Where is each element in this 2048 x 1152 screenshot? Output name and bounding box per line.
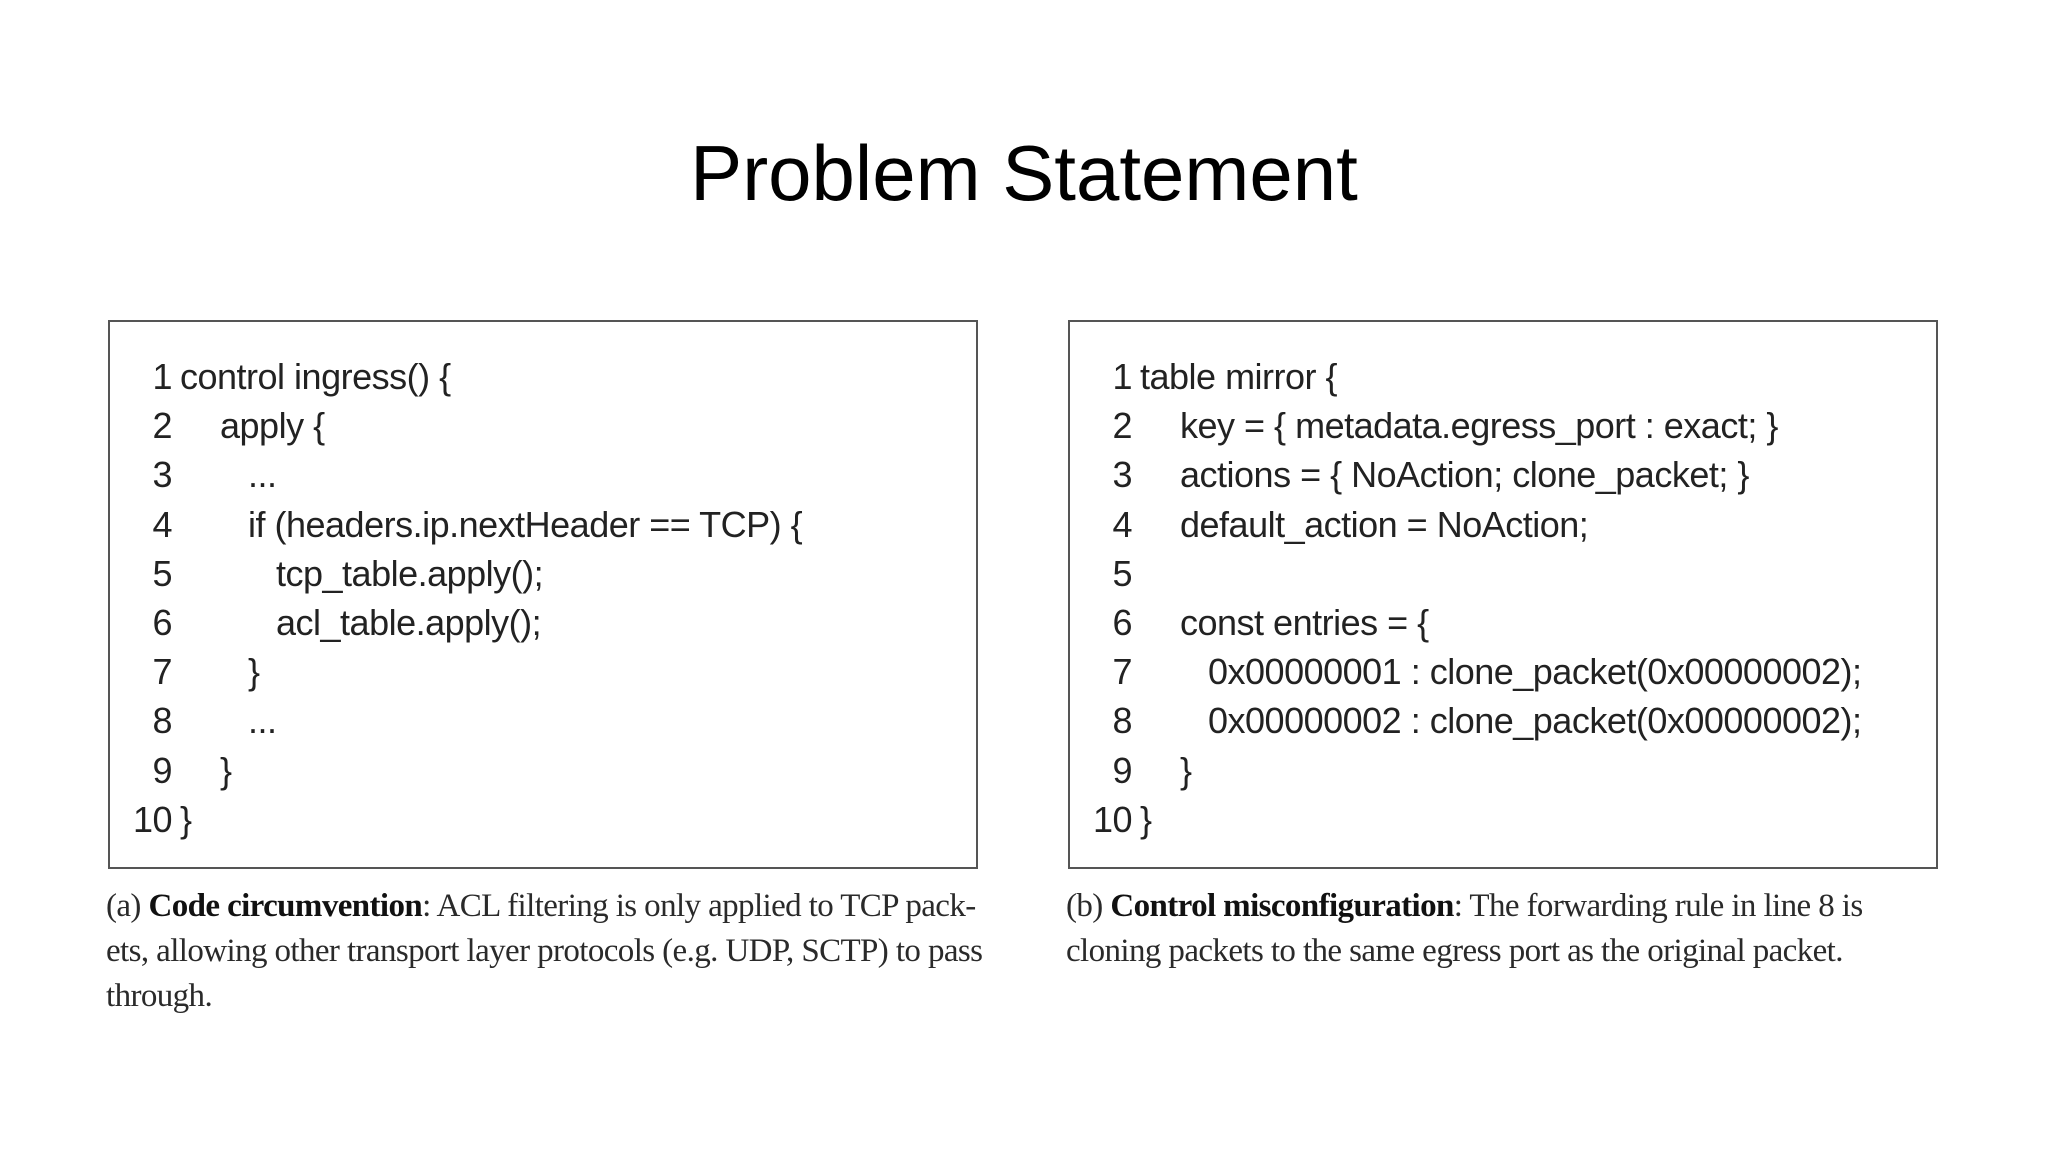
code-line	[1070, 401, 1936, 450]
line-number: 5	[152, 552, 172, 594]
code-text: if (headers.ip.nextHeader == TCP) {	[248, 503, 803, 545]
line-number: 7	[152, 651, 172, 693]
code-line	[1070, 746, 1936, 795]
line-number: 8	[1112, 700, 1132, 742]
line-number: 10	[132, 798, 172, 840]
line-number: 9	[1112, 749, 1132, 791]
caption-b-prefix: (b)	[1066, 888, 1111, 924]
code-text: apply {	[220, 405, 325, 447]
code-text: key = { metadata.egress_port : exact; }	[1180, 405, 1778, 447]
code-line	[110, 746, 976, 795]
code-text: default_action = NoAction;	[1180, 503, 1589, 545]
caption-a-prefix: (a)	[106, 888, 149, 924]
code-text: ...	[248, 700, 277, 742]
line-number: 6	[1112, 601, 1132, 643]
code-line	[1070, 352, 1936, 401]
code-text: }	[1180, 749, 1192, 791]
code-text: control ingress() {	[180, 356, 451, 397]
code-text: tcp_table.apply();	[276, 552, 544, 594]
line-number: 2	[152, 405, 172, 447]
line-number: 1	[1112, 356, 1132, 397]
code-listing-b	[1068, 320, 1938, 869]
line-number: 3	[152, 454, 172, 496]
code-text: const entries = {	[1180, 601, 1429, 643]
code-line	[110, 647, 976, 696]
line-number: 10	[1092, 798, 1132, 840]
code-line	[110, 450, 976, 499]
code-text: acl_table.apply();	[276, 601, 542, 643]
caption-b-bold: Control misconfiguration	[1110, 888, 1454, 924]
line-number: 7	[1112, 651, 1132, 693]
code-text: 0x00000002 : clone_packet(0x00000002);	[1208, 700, 1862, 742]
code-line	[110, 598, 976, 647]
line-number: 4	[1112, 503, 1132, 545]
line-number: 5	[1112, 552, 1132, 594]
code-line	[1070, 549, 1936, 598]
caption-b	[1066, 884, 1946, 974]
caption-a-text: : ACL filtering is only applied to TCP pack-ets, allowing other transport layer protocols (e.g. UDP, SCTP) to pass through.	[106, 888, 983, 1014]
code-text: table mirror {	[1140, 356, 1338, 397]
code-line	[1070, 795, 1936, 844]
code-line	[110, 500, 976, 549]
line-number: 6	[152, 601, 172, 643]
code-line	[1070, 500, 1936, 549]
caption-a-bold: Code circumvention	[148, 888, 423, 924]
line-number: 1	[152, 356, 172, 397]
code-line	[1070, 598, 1936, 647]
caption-b-text: : The forwarding rule in line 8 is cloning packets to the same egress port as the original packet.	[1066, 888, 1863, 969]
code-line	[1070, 450, 1936, 499]
code-line	[110, 696, 976, 745]
line-number: 2	[1112, 405, 1132, 447]
code-text: actions = { NoAction; clone_packet; }	[1180, 454, 1749, 496]
line-number: 4	[152, 503, 172, 545]
code-text: }	[180, 798, 192, 840]
code-text: ...	[248, 454, 277, 496]
code-line	[110, 549, 976, 598]
code-line	[1070, 647, 1936, 696]
line-number: 9	[152, 749, 172, 791]
slide-title: Problem Statement	[690, 129, 1358, 217]
code-text: }	[248, 651, 260, 693]
code-text: 0x00000001 : clone_packet(0x00000002);	[1208, 651, 1862, 693]
code-text: }	[220, 749, 232, 791]
code-listing-a	[108, 320, 978, 869]
code-line	[110, 401, 976, 450]
line-number: 3	[1112, 454, 1132, 496]
code-lines-b	[1070, 352, 1936, 844]
caption-a	[106, 884, 986, 1019]
code-line	[1070, 696, 1936, 745]
code-line	[110, 352, 976, 401]
line-number: 8	[152, 700, 172, 742]
code-text: }	[1140, 798, 1152, 840]
code-line	[110, 795, 976, 844]
code-lines-a	[110, 352, 976, 844]
